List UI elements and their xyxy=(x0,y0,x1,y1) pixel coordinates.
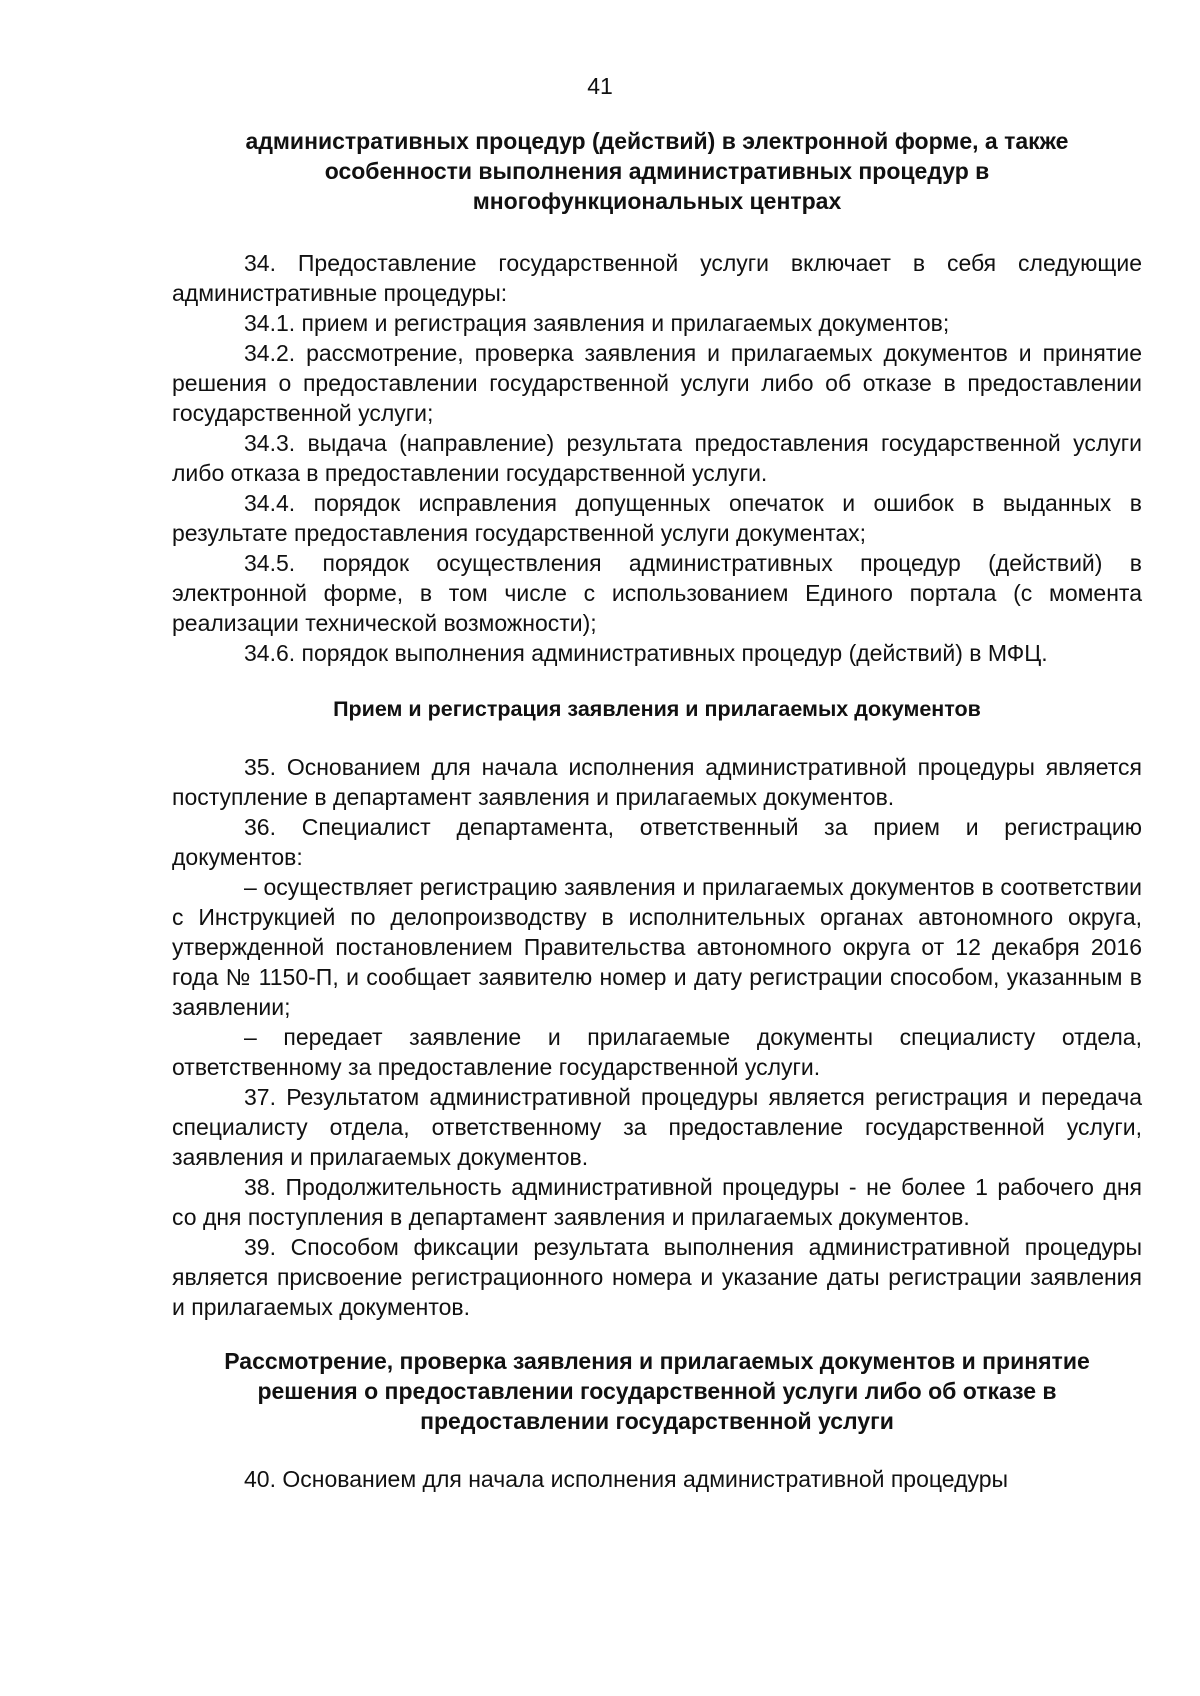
paragraph: 34. Предоставление государственной услуги включает в себя следующие административные процедуры: xyxy=(172,250,1142,306)
section-heading-review-decision: Рассмотрение, проверка заявления и прилагаемых документов и принятие решения о предоставлении государственной услуги либо об отказе в предоставлении государственной услуги xyxy=(224,1348,1090,1434)
paragraph: 38. Продолжительность административной процедуры - не более 1 рабочего дня со дня поступления в департамент заявления и прилагаемых документов. xyxy=(172,1174,1142,1230)
paragraph: – передает заявление и прилагаемые документы специалисту отдела, ответственному за предоставление государственной услуги. xyxy=(172,1024,1142,1080)
paragraph: 34.5. порядок осуществления административных процедур (действий) в электронной форме, в том числе с использованием Единого портала (с момента реализации технической возможности); xyxy=(172,550,1142,636)
paragraph: – осуществляет регистрацию заявления и прилагаемых документов в соответствии с Инструкцией по делопроизводству в исполнительных органах автономного округа, утвержденной постановлением Правительства автономного округа от 12 декабря 2016 года № 1150-П, и сообщает заявителю номер и дату регистрации способом, указанным в заявлении; xyxy=(172,874,1142,1020)
paragraph: 34.3. выдача (направление) результата предоставления государственной услуги либо отказа в предоставлении государственной услуги. xyxy=(172,430,1142,486)
section-heading-reception-registration: Прием и регистрация заявления и прилагаемых документов xyxy=(333,697,981,721)
page-number: 41 xyxy=(587,73,613,99)
clause-40 xyxy=(172,1464,1142,1494)
paragraph: 39. Способом фиксации результата выполнения административной процедуры является присвоение регистрационного номера и указание даты регистрации заявления и прилагаемых документов. xyxy=(172,1234,1142,1320)
document-body xyxy=(172,126,1142,1494)
clause-34-list xyxy=(172,248,1142,668)
section-heading-electronic-procedures: административных процедур (действий) в электронной форме, а также особенности выполнения административных процедур в многофункциональных центрах xyxy=(245,128,1069,214)
paragraph: 35. Основанием для начала исполнения административной процедуры является поступление в департамент заявления и прилагаемых документов. xyxy=(172,754,1142,810)
paragraph: 37. Результатом административной процедуры является регистрация и передача специалисту отдела, ответственному за предоставление государственной услуги, заявления и прилагаемых документов. xyxy=(172,1084,1142,1170)
paragraph: 40. Основанием для начала исполнения административной процедуры xyxy=(244,1466,1009,1492)
paragraph: 36. Специалист департамента, ответственный за прием и регистрацию документов: xyxy=(172,814,1142,870)
paragraph: 34.2. рассмотрение, проверка заявления и прилагаемых документов и принятие решения о предоставлении государственной услуги либо об отказе в предоставлении государственной услуги; xyxy=(172,340,1142,426)
paragraph: 34.4. порядок исправления допущенных опечаток и ошибок в выданных в результате предоставления государственной услуги документах; xyxy=(172,490,1142,546)
paragraph: 34.6. порядок выполнения административных процедур (действий) в МФЦ. xyxy=(244,640,1048,666)
paragraph: 34.1. прием и регистрация заявления и прилагаемых документов; xyxy=(244,310,950,336)
clauses-35-39 xyxy=(172,752,1142,1322)
